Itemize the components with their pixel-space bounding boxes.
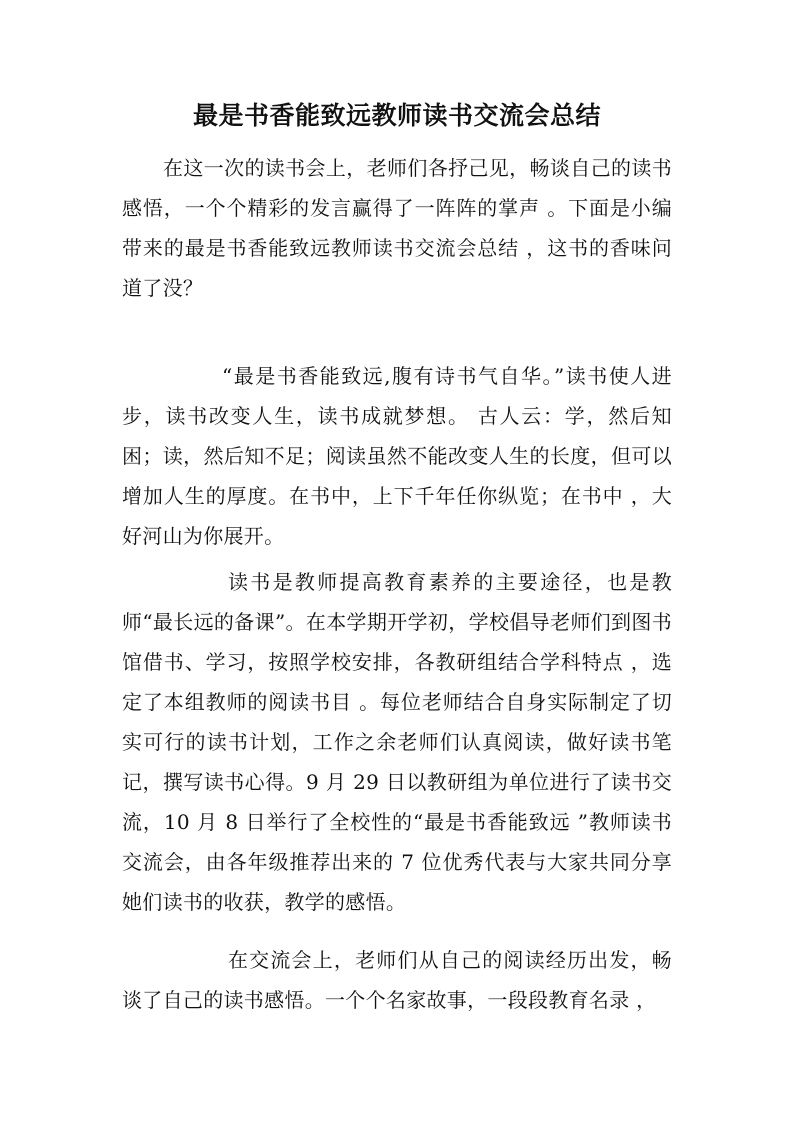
document-title: 最是书香能致远教师读书交流会总结 [192, 101, 601, 130]
paragraph-reading-activities: 读书是教师提高教育素养的主要途径，也是教师“最长远的备课”。在本学期开学初，学校倡导老师们到图书馆借书、学习，按照学校安排，各教研组结合学科特点 ，选定了本组教师的阅读书目 。每位老师结合自身实际制定了切实可行的读书计划，工作之余老师们认真阅读，做好读书笔记，撰写读书心得。9 月 29 日以教研组为单位进行了读书交流，10 月 8 日举行了全校性的“最是书香能致远 ”教师读书交流会，由各年级推荐出来的 7 位优秀代表与大家共同分享她们读书的收获，教学的感悟。 [122, 570, 672, 914]
paragraph-exchange-meeting: 在交流会上，老师们从自己的阅读经历出发，畅谈了自己的读书感悟。一个个名家故事，一段段教育名录 ， [122, 948, 672, 1012]
paragraph-intro: 在这一次的读书会上，老师们各抒己见，畅谈自己的读书感悟，一个个精彩的发言赢得了一阵阵的掌声 。下面是小编带来的最是书香能致远教师读书交流会总结 ，这书的香味问道了没？ [122, 156, 672, 300]
paragraph-quote: “最是书香能致远,腹有诗书气自华。”读书使人进步，读书改变人生，读书成就梦想。 古人云：学，然后知困；读，然后知不足；阅读虽然不能改变人生的长度，但可以增加人生的厚度。在书中，上下千年任你纵览；在书中 ，大好河山为你展开。 [122, 364, 672, 548]
